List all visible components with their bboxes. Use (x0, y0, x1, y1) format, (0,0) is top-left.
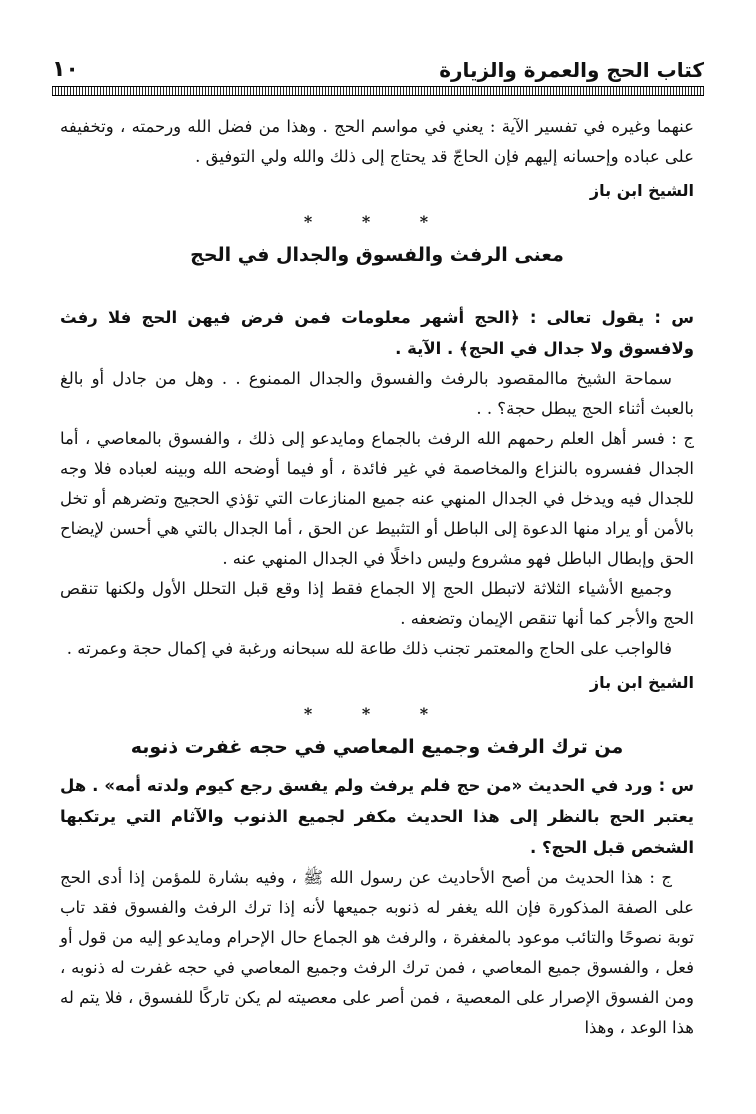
running-header (52, 50, 704, 82)
question: س : يقول تعالى : ﴿الحج أشهر معلومات فمن فرض فيهن الحج فلا رفث ولافسوق ولا جدال في الحج﴾ . الآية . (60, 308, 694, 358)
page-number: ١٠ (52, 57, 79, 82)
section-title: معنى الرفث والفسوق والجدال في الحج (190, 244, 564, 266)
answer-paragraph: فالواجب على الحاج والمعتمر تجنب ذلك طاعة لله سبحانه ورغبة في إكمال حجة وعمرته . (66, 639, 672, 658)
answer-paragraph: ج : هذا الحديث من أصح الأحاديث عن رسول الله ﷺ ، وفيه بشارة للمؤمن إذا أدى الحج على الصفة المذكورة فإن الله يغفر له ذنوبه جميعها لأنه إذا ترك الرفث والفسوق فقد تاب توبة نصوحًا والتائب موعود بالمغفرة ، والرفث هو الجماع حال الإحرام ومايدعو إليه من قول أو فعل ، والفسوق جميع المعاصي ، فمن ترك الرفث وجميع المعاصي في حجه غفرت له ذنوبه ، ومن الفسوق الإصرار على المعصية ، فمن أصر على معصيته لم يكن تاركًا للفسوق ، فلا يتم له هذا الوعد ، وهذا (60, 868, 694, 1037)
answer-paragraph: ج : فسر أهل العلم رحمهم الله الرفث بالجماع ومايدعو إلى ذلك ، والفسوق بالمعاصي ، أما الجدال ففسروه بالنزاع والمخاصمة في غير فائدة ، أو فيما أوضحه الله وبينه لعباده فلا وجه للجدال فيه ويدخل في الجدال المنهي عنه جميع المنازعات التي تؤذي الحجيج وتضرهم أو تخل بالأمن أو يراد منها الدعوة إلى الباطل أو التثبيط عن الحق ، أما الجدال بالتي هي أحسن لإيضاح الحق وإبطال الباطل فهو مشروع وليس داخلًا في الجدال المنهي عنه . (60, 429, 694, 568)
question: س : ورد في الحديث «من حج فلم يرفث ولم يفسق رجع كيوم ولدته أمه» . هل يعتبر الحج بالنظر إلى هذا الحديث مكفر لجميع الذنوب والآثام التي يرتكبها الشخص قبل الحج؟ . (60, 776, 694, 857)
section-separator: * * * (303, 704, 451, 723)
section-separator: * * * (303, 212, 451, 231)
paragraph: عنهما وغيره في تفسير الآية : يعني في مواسم الحج . وهذا من فضل الله ورحمته ، وتخفيفه على عباده وإحسانه إليهم فإن الحاجّ قد يحتاج إلى ذلك والله ولي التوفيق . (60, 117, 694, 166)
signature: الشيخ ابن باز (589, 673, 694, 692)
signature: الشيخ ابن باز (589, 181, 694, 200)
page-body (60, 112, 694, 1043)
section-title: من ترك الرفث وجميع المعاصي في حجه غفرت ذنوبه (130, 736, 624, 758)
question-continuation: سماحة الشيخ ماالمقصود بالرفث والفسوق والجدال الممنوع . . وهل من جادل أو بالغ بالعبث أثناء الحج يبطل حجة؟ . . (60, 369, 694, 418)
header-rule (52, 86, 704, 96)
answer-paragraph: وجميع الأشياء الثلاثة لاتبطل الحج إلا الجماع فقط إذا وقع قبل التحلل الأول ولكنها تنقص الحج والأجر كما أنها تنقص الإيمان وتضعفه . (60, 579, 694, 628)
book-title: كتاب الحج والعمرة والزيارة (439, 58, 704, 82)
